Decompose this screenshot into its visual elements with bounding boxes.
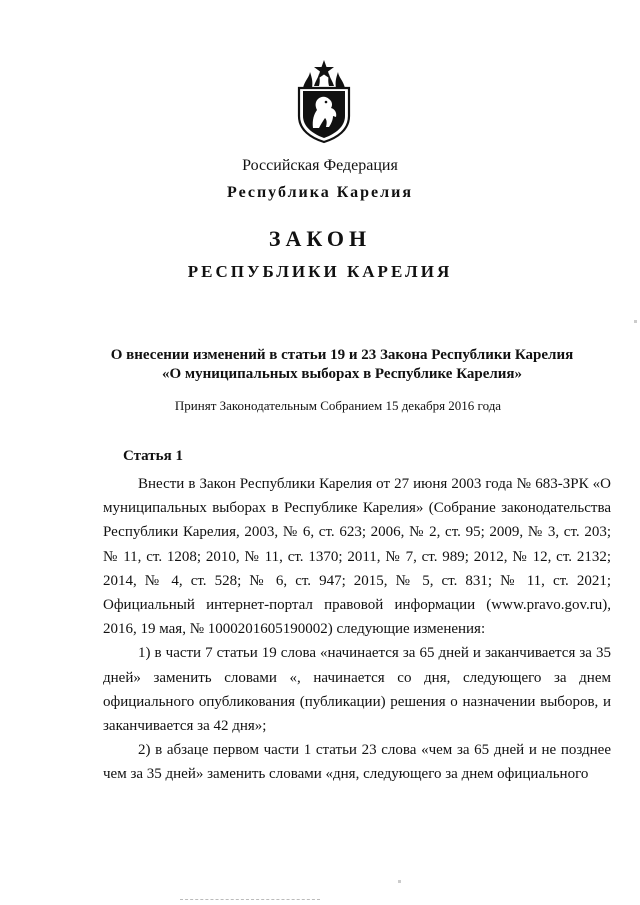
- article-title: Статья 1: [123, 448, 183, 464]
- article-body: [103, 472, 611, 787]
- scan-artifact-dot: [634, 320, 637, 323]
- law-subtitle: РЕСПУБЛИКИ КАРЕЛИЯ: [187, 262, 453, 281]
- law-heading-line2: «О муниципальных выборах в Республике Карелия»: [161, 366, 523, 382]
- republic-name: Республика Карелия: [227, 184, 413, 201]
- law-heading: [22, 346, 640, 384]
- article-paragraph: 1) в части 7 статьи 19 слова «начинается за 65 дней и заканчивается за 35 дней» заменить словами «, начинается со дня, следующего за днем официального опубликования (публикации) решения о назначении выборов, и заканчивается за 42 дня»;: [103, 645, 611, 735]
- law-title: ЗАКОН: [268, 226, 372, 251]
- article-paragraph: 2) в абзаце первом части 1 статьи 23 слова «чем за 65 дней и не позднее чем за 35 дней» заменить словами «дня, следующего за днем официального: [103, 742, 611, 783]
- coat-of-arms-icon: [293, 58, 355, 144]
- article-paragraph: Внести в Закон Республики Карелия от 27 июня 2003 года № 683-ЗРК «О муниципальных выборах в Республике Карелия» (Собрание законодательства Республики Карелия, 2003, № 6, ст. 623; 2006, № 2, ст. 95; 2009, № 3, ст. 203; № 11, ст. 1208; 2010, № 11, ст. 1370; 2011, № 7, ст. 989; 2012, № 12, ст. 2132; 2014, № 4, ст. 528; № 6, ст. 947; 2015, № 5, ст. 831; № 11, ст. 2021; Официальный интернет-портал правовой информации (www.pravo.gov.ru), 2016, 19 мая, № 1000201605190002) следующие изменения:: [103, 476, 611, 638]
- scan-artifact-dot: [398, 880, 401, 883]
- law-heading-line1: О внесении изменений в статьи 19 и 23 Закона Республики Карелия: [110, 347, 574, 363]
- adoption-note: Принят Законодательным Собранием 15 декабря 2016 года: [174, 398, 502, 413]
- scan-artifact-line: [180, 899, 320, 900]
- country-name: Российская Федерация: [242, 157, 398, 174]
